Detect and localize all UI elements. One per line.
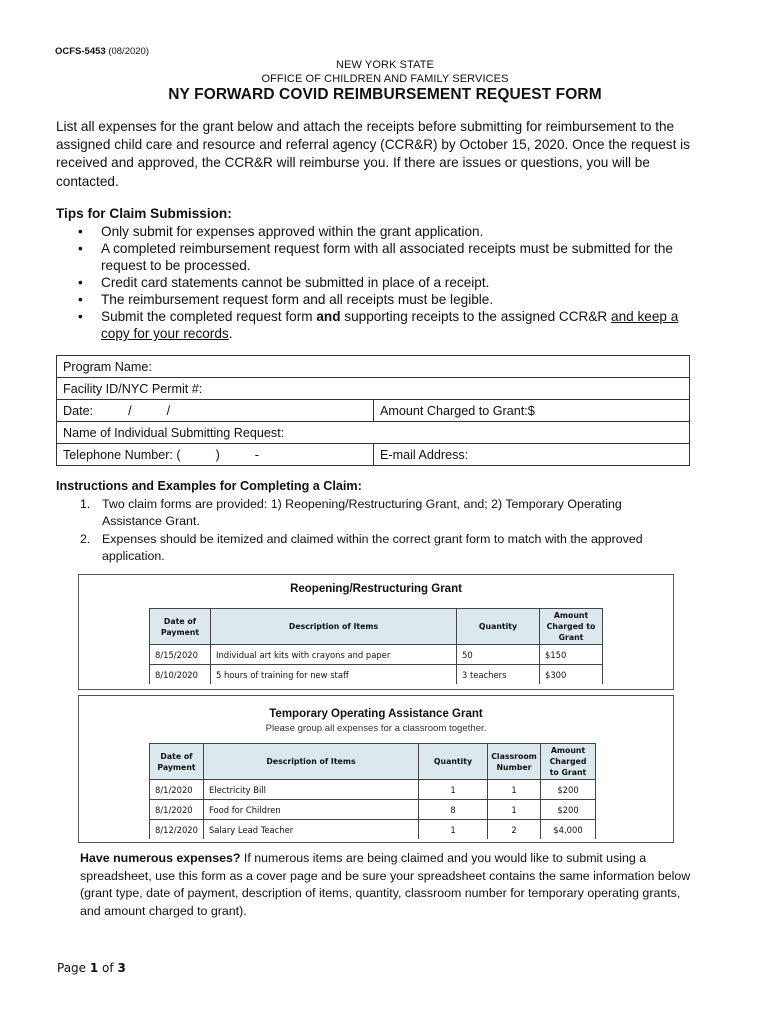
col-header-date: Date of Payment: [150, 744, 204, 780]
page-indicator: [57, 961, 126, 975]
temporary-example-table: [149, 743, 596, 839]
instruction-item: [56, 496, 676, 530]
form-revision-date: (08/2020): [108, 46, 149, 57]
cell-amount: $200: [541, 780, 596, 800]
tip-item: [56, 240, 706, 274]
reopening-example-table: [149, 608, 603, 684]
tip-text: The reimbursement request form and all receipts must be legible.: [101, 292, 494, 307]
page-total: 3: [117, 961, 126, 975]
bullet-icon: •: [78, 292, 83, 307]
cell-date: 8/15/2020: [150, 645, 211, 665]
form-id: OCFS-5453: [55, 46, 106, 57]
applicant-info-form: [56, 355, 690, 466]
numerous-expenses-text: If numerous items are being claimed and you would like to submit using a spreadsheet, use this form as a cover page and be sure your spreadsheet contains the same information below (grant type, date of payment, description of items, quantity, classroom number for temporary operating grants, and amount charged to grant).: [80, 851, 691, 918]
date-field[interactable]: Date: / /: [57, 400, 374, 422]
tips-heading: Tips for Claim Submission:: [56, 206, 232, 221]
col-header-description: Description of Items: [203, 744, 418, 780]
cell-description: Individual art kits with crayons and paper: [211, 645, 457, 665]
tip-item: [56, 308, 706, 342]
table-row: [150, 800, 596, 820]
cell-quantity: 50: [457, 645, 540, 665]
cell-classroom: 1: [488, 800, 541, 820]
page-label: Page: [57, 961, 90, 975]
page-current: 1: [89, 961, 99, 975]
reopening-grant-example: [78, 574, 674, 690]
agency-state: NEW YORK STATE: [336, 59, 434, 71]
page-title: NY FORWARD COVID REIMBURSEMENT REQUEST FORM: [168, 86, 602, 103]
tip-text: supporting receipts to the assigned CCR&R: [340, 309, 612, 324]
agency-office: OFFICE OF CHILDREN AND FAMILY SERVICES: [261, 73, 509, 85]
cell-classroom: 2: [488, 820, 541, 840]
instruction-text: Two claim forms are provided: 1) Reopening/Restructuring Grant, and; 2) Temporary Operating Assistance Grant.: [102, 497, 622, 528]
cell-description: Salary Lead Teacher: [203, 820, 418, 840]
col-header-classroom: Classroom Number: [488, 744, 541, 780]
tips-list: [56, 223, 706, 342]
cell-date: 8/1/2020: [150, 780, 204, 800]
facility-id-field[interactable]: Facility ID/NYC Permit #:: [57, 378, 690, 400]
cell-quantity: 1: [419, 820, 488, 840]
bullet-icon: •: [78, 224, 83, 239]
bullet-icon: •: [78, 241, 83, 256]
cell-quantity: 3 teachers: [457, 665, 540, 685]
numerous-expenses-heading: Have numerous expenses?: [80, 851, 241, 865]
col-header-quantity: Quantity: [419, 744, 488, 780]
col-header-quantity: Quantity: [457, 609, 540, 645]
instructions-list: [56, 496, 676, 566]
cell-amount: $200: [541, 800, 596, 820]
form-number: [55, 46, 149, 57]
cell-quantity: 8: [419, 800, 488, 820]
temporary-grant-subtitle: Please group all expenses for a classroom together.: [265, 723, 487, 734]
table-row: [150, 645, 603, 665]
tip-text: .: [228, 326, 233, 341]
amount-charged-field[interactable]: Amount Charged to Grant:$: [374, 400, 690, 422]
instructions-heading: Instructions and Examples for Completing a Claim:: [56, 479, 362, 493]
cell-description: Food for Children: [203, 800, 418, 820]
reopening-grant-title: Reopening/Restructuring Grant: [290, 583, 462, 595]
tip-text: Only submit for expenses approved within the grant application.: [101, 224, 484, 239]
col-header-date: Date of Payment: [150, 609, 211, 645]
tip-item: [56, 291, 706, 308]
tip-item: [56, 274, 706, 291]
telephone-field[interactable]: Telephone Number: ( ) -: [57, 444, 374, 466]
page-of-label: of: [98, 961, 118, 975]
table-row: [150, 820, 596, 840]
col-header-amount: Amount Charged to Grant: [541, 744, 596, 780]
table-row: [150, 780, 596, 800]
cell-amount: $150: [540, 645, 603, 665]
cell-quantity: 1: [419, 780, 488, 800]
program-name-field[interactable]: Program Name:: [57, 356, 690, 378]
cell-date: 8/12/2020: [150, 820, 204, 840]
submitter-name-field[interactable]: Name of Individual Submitting Request:: [57, 422, 690, 444]
col-header-description: Description of Items: [211, 609, 457, 645]
table-row: [150, 665, 603, 685]
email-field[interactable]: E-mail Address:: [374, 444, 690, 466]
tip-text: Credit card statements cannot be submitted in place of a receipt.: [101, 275, 490, 290]
instruction-number: 2.: [80, 532, 91, 546]
intro-paragraph: List all expenses for the grant below and attach the receipts before submitting for reimbursement to the assigned child care and resource and referral agency (CCR&R) by October 15, 2020. Once the request is received and approved, the CCR&R will reimburse you. If there are issues or questions, you will be contacted.: [56, 119, 690, 189]
cell-amount: $300: [540, 665, 603, 685]
cell-amount: $4,000: [541, 820, 596, 840]
instruction-text: Expenses should be itemized and claimed within the correct grant form to match with the approved application.: [102, 532, 643, 563]
col-header-amount: Amount Charged to Grant: [540, 609, 603, 645]
cell-description: 5 hours of training for new staff: [211, 665, 457, 685]
cell-description: Electricity Bill: [203, 780, 418, 800]
cell-date: 8/10/2020: [150, 665, 211, 685]
temporary-grant-title: Temporary Operating Assistance Grant: [269, 708, 483, 720]
tip-text: A completed reimbursement request form with all associated receipts must be submitted for the request to be processed.: [101, 241, 673, 273]
temporary-grant-example: [78, 695, 674, 843]
tip-underlined: and keep a copy for your records: [101, 309, 679, 341]
cell-classroom: 1: [488, 780, 541, 800]
bullet-icon: •: [78, 275, 83, 290]
numerous-expenses-note: [80, 850, 700, 920]
tip-item: [56, 223, 706, 240]
tip-text: Submit the completed request form: [101, 309, 317, 324]
instruction-item: [56, 531, 676, 565]
instruction-number: 1.: [80, 497, 91, 511]
tip-emphasis: and: [316, 309, 341, 324]
cell-date: 8/1/2020: [150, 800, 204, 820]
bullet-icon: •: [78, 309, 83, 324]
